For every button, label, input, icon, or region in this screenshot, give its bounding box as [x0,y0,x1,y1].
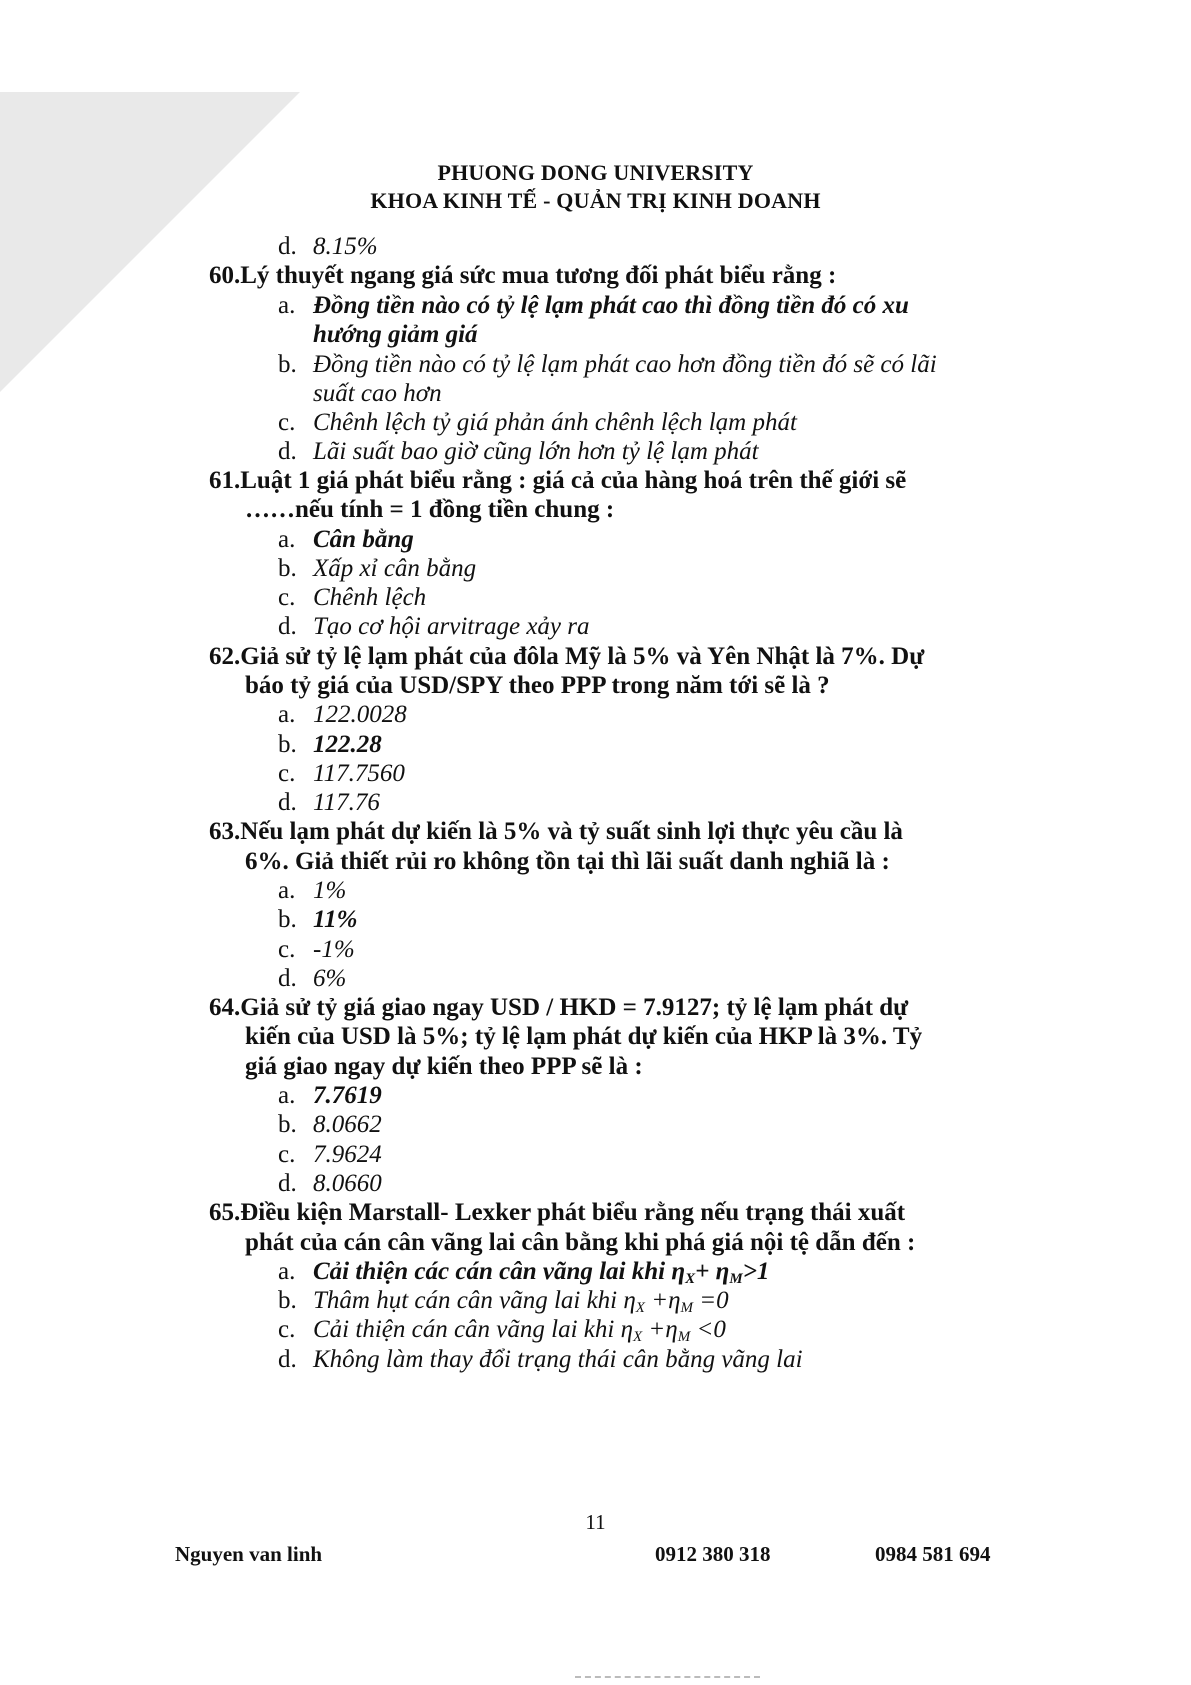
faculty-name: KHOA KINH TẾ - QUẢN TRỊ KINH DOANH [370,188,821,213]
option-64-c: c. 7.9624 [278,1141,382,1168]
question-65: 65.Điều kiện Marstall- Lexker phát biểu rằng nếu trạng thái xuất [209,1199,906,1226]
footer-author: Nguyen van linh [175,1542,323,1566]
option-61-d: d. Tạo cơ hội arvitrage xảy ra [278,613,590,640]
university-name: PHUONG DONG UNIVERSITY [437,160,754,185]
option-62-a: a. 122.0028 [278,701,407,728]
option-63-b: b. 11% [278,906,358,933]
option-60-b-cont: suất cao hơn [313,380,442,407]
question-61-cont: ……nếu tính = 1 đồng tiền chung : [245,496,615,523]
option-65-c: c. Cải thiện cán cân vãng lai khi $\eta_X +\eta_M <0$ [278,1316,726,1345]
question-63-cont: 6%. Giả thiết rủi ro không tồn tại thì lãi suất danh nghiã là : [245,848,890,875]
option-60-a-cont: hướng giảm giá [313,321,478,348]
option-61-c: c. Chênh lệch [278,584,427,611]
option-63-d: d. 6% [278,965,347,992]
option-60-b: b. Đồng tiền nào có tỷ lệ lạm phát cao hơn đồng tiền đó sẽ có lãi [278,351,937,378]
option-60-d: d. Lãi suất bao giờ cũng lớn hơn tỷ lệ lạm phát [278,438,759,465]
option-63-c: c. -1% [278,936,355,963]
question-62-cont: báo tỷ giá của USD/SPY theo PPP trong năm tới sẽ là ? [245,672,830,699]
page-number: 11 [585,1510,606,1534]
option-64-d: d. 8.0660 [278,1170,382,1197]
question-64-cont-2: giá giao ngay dự kiến theo PPP sẽ là : [245,1053,643,1080]
option-64-a: a. 7.7619 [278,1082,382,1109]
question-64-cont-1: kiến của USD là 5%; tỷ lệ lạm phát dự kiến của HKP là 3%. Tỷ [245,1023,923,1050]
bottom-dashed-rule [575,1676,760,1678]
corner-decoration [0,92,300,392]
option-62-b: b. 122.28 [278,731,382,758]
footer-phone-2: 0984 581 694 [875,1542,991,1566]
question-64: 64.Giả sử tỷ giá giao ngay USD / HKD = 7.9127; tỷ lệ lạm phát dự [209,994,909,1021]
option-65-b: b. Thâm hụt cán cân vãng lai khi $\eta_X +\eta_M =0$ [278,1287,729,1316]
question-63: 63.Nếu lạm phát dự kiến là 5% và tỷ suất sinh lợi thực yêu cầu là [209,818,903,845]
option-62-c: c. 117.7560 [278,760,405,787]
option-59-d: d. 8.15% [278,233,378,260]
option-65-a: a. Cải thiện các cán cân vãng lai khi $\eta_X+ \eta_M>1$ [278,1258,770,1287]
option-60-a: a. Đồng tiền nào có tỷ lệ lạm phát cao thì đồng tiền đó có xu [278,292,909,319]
question-61: 61.Luật 1 giá phát biểu rằng : giá cả của hàng hoá trên thế giới sẽ [209,467,907,494]
option-60-c: c. Chênh lệch tỷ giá phản ánh chênh lệch lạm phát [278,409,797,436]
question-65-cont: phát của cán cân vãng lai cân bằng khi phá giá nội tệ dẫn đến : [245,1229,916,1256]
option-63-a: a. 1% [278,877,347,904]
option-61-b: b. Xấp xỉ cân bằng [278,555,477,582]
question-62: 62.Giả sử tỷ lệ lạm phát của đôla Mỹ là 5% và Yên Nhật là 7%. Dự [209,643,925,670]
option-62-d: d. 117.76 [278,789,380,816]
option-65-d: d. Không làm thay đổi trạng thái cân bằng vãng lai [278,1346,803,1373]
option-64-b: b. 8.0662 [278,1111,382,1138]
footer-phone-1: 0912 380 318 [655,1542,771,1566]
question-60: 60.Lý thuyết ngang giá sức mua tương đối phát biểu rằng : [209,262,837,289]
option-61-a: a. Cân bằng [278,526,414,553]
